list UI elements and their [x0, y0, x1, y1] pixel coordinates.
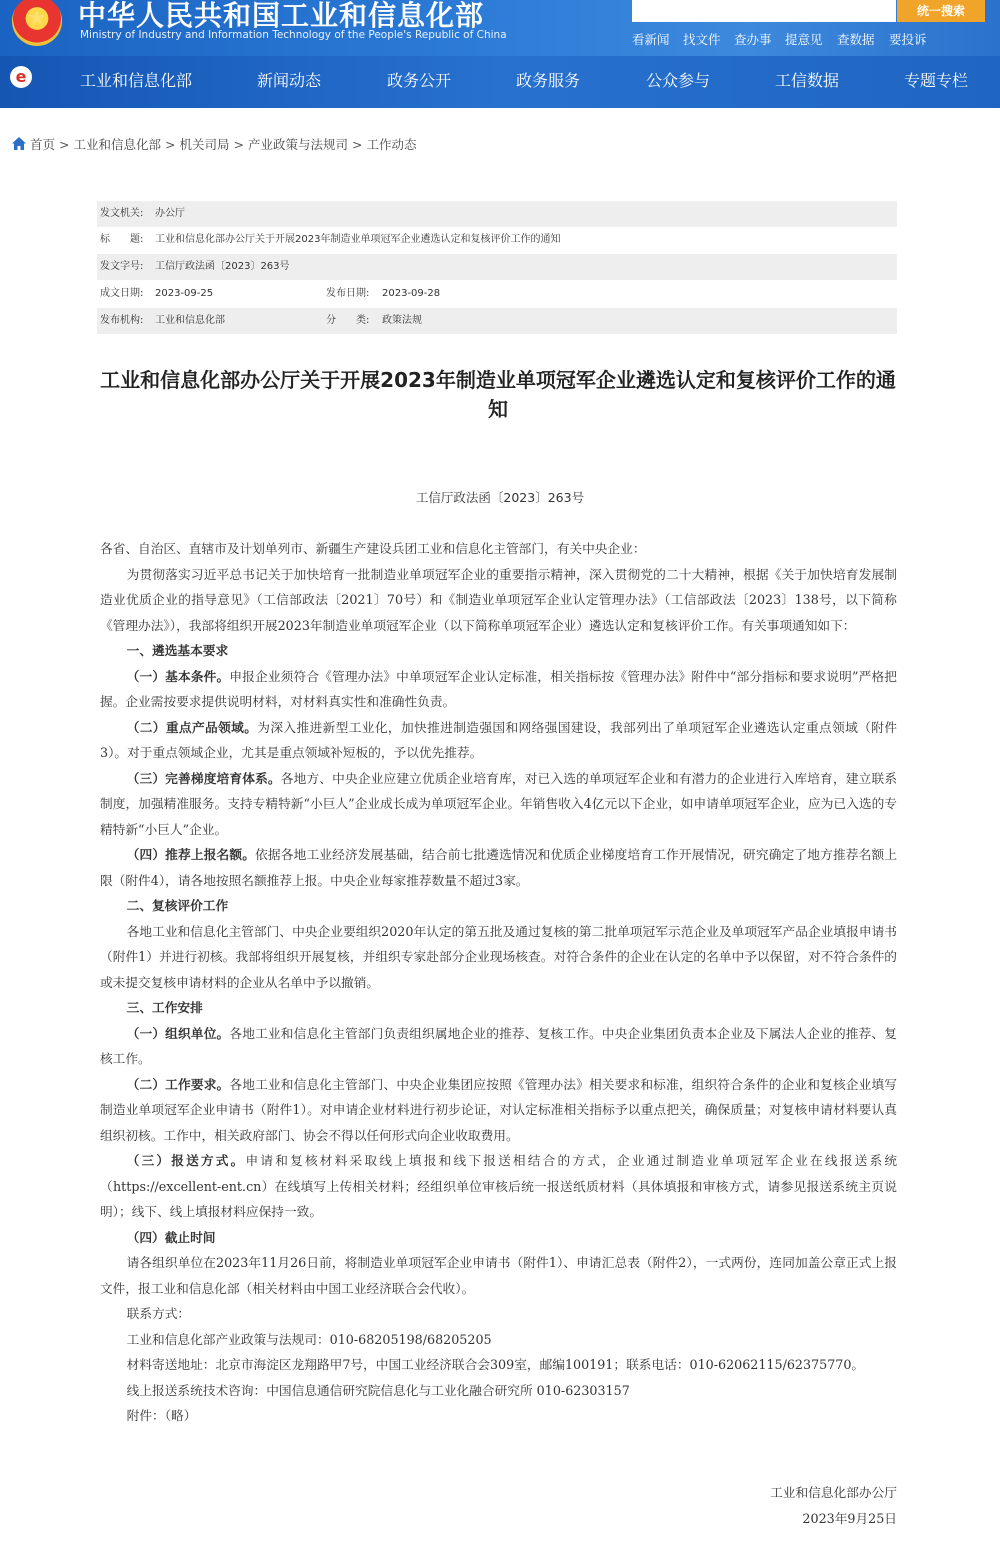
site-title[interactable]: 中华人民共和国工业和信息化部: [78, 0, 485, 32]
section-heading-text: 二、复核评价工作: [126, 898, 229, 913]
paragraph-lead: （四）推荐上报名额。: [126, 847, 256, 862]
breadcrumb-separator: >: [352, 137, 363, 152]
meta-title-value: 工业和信息化部办公厅关于开展2023年制造业单项冠军企业遴选认定和复核评价工作的通知: [155, 234, 561, 245]
paragraph-lead: （三）完善梯度培育体系。: [126, 770, 281, 786]
section-heading-text: （四）截止时间: [126, 1229, 216, 1245]
paragraph-review: 各地工业和信息化主管部门、中央企业要组织2020年认定的第五批及通过复核的第二批单项冠军示范企业及单项冠军产品企业填报申请书（附件1）并进行初核。我部将组织开展复核，并组织专家赴部分企业现场核查。对符合条件的企业在认定的名单中予以保留，对不符合条件的或未提交复核申请材料的企业从名单中予以撤销。: [100, 923, 897, 990]
paragraph-deadline: 请各组织单位在2023年11月26日前，将制造业单项冠军企业申请书（附件1）、申请汇总表（附件2），一式两份，连同加盖公章正式上报文件，报工业和信息化部（相关材料由中国工业经济联合会代收）。: [100, 1255, 897, 1296]
section-heading-text: 三、工作安排: [126, 1000, 203, 1015]
meta-category-value: 政策法规: [382, 315, 422, 326]
paragraph-text: 申请和复核材料采取线上填报和线下报送相结合的方式，企业通过制造业单项冠军企业在线报送系统（https://excellent-ent.cn）在线填写上传相关材料；经组织单位审核后统一报送纸质材料（具体填报和审核方式，请参见报送系统主页说明）；线下、线上填报材料应保持一致。: [100, 1153, 898, 1219]
nav-item-data[interactable]: 工信数据: [775, 71, 840, 90]
paragraph-lead: （一）基本条件。: [126, 668, 230, 684]
intro-paragraph: 为贯彻落实习近平总书记关于加快培育一批制造业单项冠军企业的重要指示精神，深入贯彻党的二十大精神，根据《关于加快培育发展制造业优质企业的指导意见》（工信部政法〔2021〕70号）和《制造业单项冠军企业认定管理办法》（工信部政法〔2023〕138号，以下简称《管理办法》），我部将组织开展2023年制造业单项冠军企业（以下简称单项冠军企业）遴选认定和复核评价工作。有关事项通知如下：: [100, 566, 897, 633]
meta-row-title: [97, 227, 897, 253]
meta-issuer-value: 办公厅: [155, 208, 185, 219]
quick-link-news[interactable]: 看新闻: [632, 32, 670, 47]
meta-docno-label: 发文字号:: [100, 261, 144, 272]
nav-item-open-gov[interactable]: 政务公开: [387, 71, 452, 90]
nav-item-services[interactable]: 政务服务: [516, 71, 581, 90]
breadcrumb-separator: >: [233, 137, 244, 152]
nav-item-news[interactable]: 新闻动态: [257, 71, 322, 90]
document-number: 工信厅政法函〔2023〕263号: [415, 490, 585, 505]
section-heading-deadline: [100, 1225, 897, 1251]
paragraph-lead: （一）组织单位。: [126, 1025, 230, 1041]
quick-link-feedback[interactable]: 提意见: [785, 32, 823, 47]
contact-label: 联系方式：: [126, 1306, 191, 1321]
paragraph-lead: （二）工作要求。: [126, 1076, 230, 1092]
quick-link-data[interactable]: 查数据: [837, 32, 875, 47]
document-title: 工业和信息化部办公厅关于开展2023年制造业单项冠军企业遴选认定和复核评价工作的通知: [100, 368, 896, 421]
paragraph-requirements: [100, 1072, 897, 1149]
meta-published-label: 发布日期:: [326, 288, 370, 299]
paragraph-basic-conditions: [100, 664, 897, 715]
paragraph-text: 依据各地工业经济发展基础，结合前七批遴选情况和优质企业梯度培育工作开展情况，研究确定了地方推荐名额上限（附件4），请各地按照名额推荐上报。中央企业每家推荐数量不超过3家。: [100, 847, 898, 888]
meta-published-value: 2023-09-28: [382, 288, 441, 299]
breadcrumb-departments[interactable]: 机关司局: [179, 137, 230, 152]
paragraph-text: 申报企业须符合《管理办法》中单项冠军企业认定标准，相关指标按《管理办法》附件中“部分指标和要求说明”严格把握。企业需按要求提供说明材料，对材料真实性和准确性负责。: [100, 668, 897, 709]
breadcrumb-separator: >: [59, 137, 70, 152]
paragraph-text: 各地工业和信息化主管部门负责组织属地企业的推荐、复核工作。中央企业集团负责本企业及下属法人企业的推荐、复核工作。: [100, 1025, 897, 1066]
paragraph-cultivation: [100, 766, 897, 843]
section-heading-text: 一、遴选基本要求: [126, 643, 229, 658]
search-button[interactable]: 统一搜索: [897, 0, 985, 22]
contact-tech: 线上报送系统技术咨询：中国信息通信研究院信息化与工业化融合研究所 010-62303157: [126, 1382, 630, 1398]
meta-title-label: 标 题:: [100, 234, 144, 245]
meta-row-issuer: [97, 201, 897, 227]
section-heading-2: [100, 893, 897, 919]
signer: 工业和信息化部办公厅: [770, 1485, 897, 1500]
home-icon: [12, 137, 26, 150]
nav-item-topics[interactable]: 专题专栏: [904, 71, 969, 90]
paragraph-text: 为深入推进新型工业化，加快推进制造强国和网络强国建设，我部列出了单项冠军企业遴选认定重点领域（附件3）。对于重点领域企业，尤其是重点领域补短板的，予以优先推荐。: [100, 719, 898, 760]
breadcrumb: [12, 135, 417, 153]
section-heading-1: [100, 638, 897, 664]
document-body: [100, 536, 897, 1429]
meta-created-label: 成文日期:: [100, 288, 144, 299]
breadcrumb-work-news[interactable]: 工作动态: [366, 137, 417, 152]
contact-mailing: 材料寄送地址：北京市海淀区龙翔路甲7号，中国工业经济联合会309室，邮编100191；联系电话：010-62062115/62375770。: [126, 1357, 865, 1372]
breadcrumb-policy-dept[interactable]: 产业政策与法规司: [248, 137, 349, 152]
site-header: [0, 0, 1000, 108]
site-subtitle: Ministry of Industry and Information Technology of the People's Republic of China: [80, 29, 507, 41]
breadcrumb-separator: >: [165, 137, 176, 152]
paragraph-key-fields: [100, 715, 897, 766]
emblem-star-icon: ★: [27, 6, 47, 31]
nav-item-miit[interactable]: 工业和信息化部: [80, 71, 193, 90]
salutation: 各省、自治区、直辖市及计划单列市、新疆生产建设兵团工业和信息化主管部门，有关中央企业：: [100, 541, 646, 556]
meta-docno-value: 工信厅政法函〔2023〕263号: [155, 261, 290, 272]
attachments-note: 附件：（略）: [126, 1408, 197, 1423]
paragraph-submission: [100, 1148, 897, 1225]
breadcrumb-home[interactable]: 首页: [30, 137, 56, 152]
paragraph-quota: [100, 842, 897, 893]
meta-issuer-label: 发文机关:: [100, 208, 144, 219]
quick-link-complaint[interactable]: 要投诉: [889, 32, 927, 47]
nav-logo-icon[interactable]: e: [10, 66, 32, 88]
search-input[interactable]: [632, 0, 896, 22]
nav-item-participation[interactable]: 公众参与: [646, 71, 711, 90]
breadcrumb-miit[interactable]: 工业和信息化部: [73, 137, 162, 152]
quick-link-services[interactable]: 查办事: [734, 32, 772, 47]
meta-publisher-label: 发布机构:: [100, 315, 144, 326]
quick-link-files[interactable]: 找文件: [683, 32, 721, 47]
meta-row-dates: [97, 281, 897, 307]
meta-category-label: 分 类:: [326, 315, 370, 326]
paragraph-organizers: [100, 1021, 897, 1072]
paragraph-lead: （三）报送方式。: [126, 1153, 246, 1168]
meta-created-value: 2023-09-25: [155, 288, 214, 299]
signature-date: 2023年9月25日: [802, 1511, 897, 1526]
section-heading-3: [100, 995, 897, 1021]
meta-row-docno: [97, 254, 897, 280]
paragraph-text: 各地工业和信息化主管部门、中央企业集团应按照《管理办法》相关要求和标准，组织符合条件的企业和复核企业填写制造业单项冠军企业申请书（附件1）。对申请企业材料进行初步论证，对认定标准相关指标予以重点把关，确保质量；对复核申请材料要认真组织初核。工作中，相关政府部门、协会不得以任何形式向企业收取费用。: [100, 1076, 897, 1143]
meta-publisher-value: 工业和信息化部: [155, 315, 225, 326]
contact-dept: 工业和信息化部产业政策与法规司：010-68205198/68205205: [126, 1331, 492, 1347]
paragraph-text: 各地方、中央企业应建立优质企业培育库，对已入选的单项冠军企业和有潜力的企业进行入库培育，建立联系制度，加强精准服务。支持专精特新“小巨人”企业成长成为单项冠军企业。年销售收入4亿元以下企业，如申请单项冠军企业，应为已入选的专精特新“小巨人”企业。: [100, 770, 898, 837]
paragraph-lead: （二）重点产品领域。: [126, 719, 258, 735]
meta-row-publisher: [97, 308, 897, 334]
